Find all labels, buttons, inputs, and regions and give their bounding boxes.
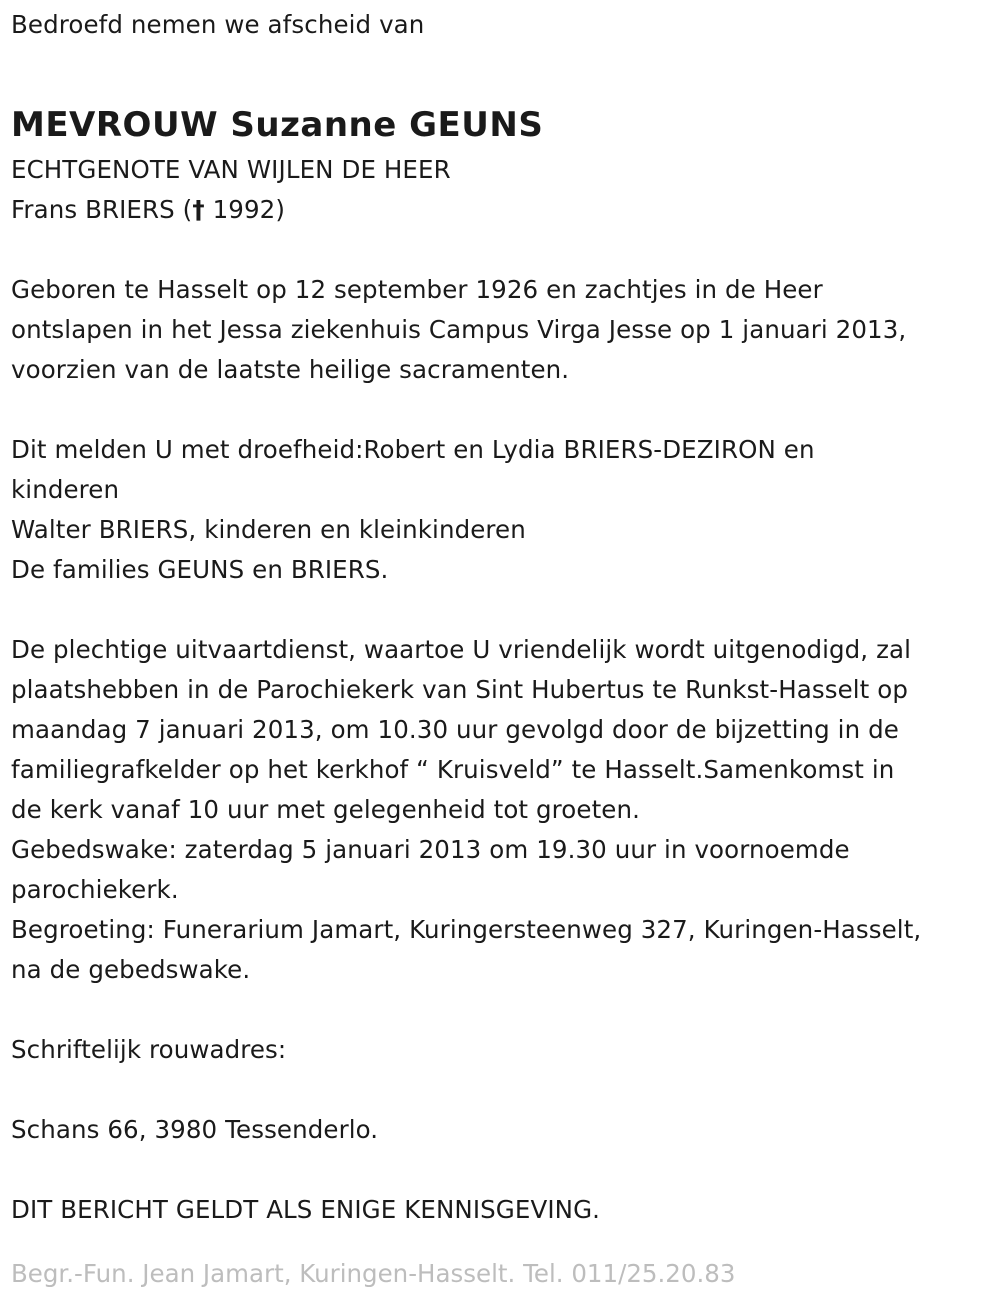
family-paragraph <box>11 430 996 590</box>
address-label: Schriftelijk rouwadres: <box>11 1035 287 1064</box>
paragraph-line: De families GEUNS en BRIERS. <box>11 555 389 584</box>
funeral-home-footer: Begr.-Fun. Jean Jamart, Kuringen-Hasselt. Tel. 011/25.20.83 <box>11 1259 736 1288</box>
paragraph-line: Begroeting: Funerarium Jamart, Kuringersteenweg 327, Kuringen-Hasselt, <box>11 915 922 944</box>
deceased-name: MEVROUW Suzanne GEUNS <box>11 105 544 145</box>
paragraph-line: De plechtige uitvaartdienst, waartoe U vriendelijk wordt uitgenodigd, zal <box>11 635 912 664</box>
mourning-address: Schans 66, 3980 Tessenderlo. <box>11 1115 379 1144</box>
spouse-name <box>11 190 996 230</box>
cross-icon: † <box>192 195 205 224</box>
paragraph-line: plaatshebben in de Parochiekerk van Sint Hubertus te Runkst-Hasselt op <box>11 675 908 704</box>
intro-text: Bedroefd nemen we afscheid van <box>11 10 425 39</box>
paragraph-line: Walter BRIERS, kinderen en kleinkinderen <box>11 515 526 544</box>
death-notice <box>11 0 996 1230</box>
paragraph-line: Geboren te Hasselt op 12 september 1926 en zachtjes in de Heer <box>11 275 823 304</box>
paragraph-line: maandag 7 januari 2013, om 10.30 uur gevolgd door de bijzetting in de <box>11 715 899 744</box>
spouse-line: ECHTGENOTE VAN WIJLEN DE HEER <box>11 155 451 184</box>
birth-paragraph <box>11 270 996 390</box>
paragraph-line: Dit melden U met droefheid:Robert en Lydia BRIERS-DEZIRON en <box>11 435 815 464</box>
paragraph-line: na de gebedswake. <box>11 955 251 984</box>
paragraph-line: kinderen <box>11 475 120 504</box>
paragraph-line: de kerk vanaf 10 uur met gelegenheid tot groeten. <box>11 795 640 824</box>
paragraph-line: voorzien van de laatste heilige sacramenten. <box>11 355 570 384</box>
spouse-name-prefix: Frans BRIERS ( <box>11 195 193 224</box>
spouse-name-suffix: 1992) <box>204 195 285 224</box>
paragraph-line: parochiekerk. <box>11 875 179 904</box>
closing-statement: DIT BERICHT GELDT ALS ENIGE KENNISGEVING. <box>11 1195 601 1224</box>
paragraph-line: ontslapen in het Jessa ziekenhuis Campus Virga Jesse op 1 januari 2013, <box>11 315 907 344</box>
service-paragraph <box>11 630 996 990</box>
paragraph-line: Gebedswake: zaterdag 5 januari 2013 om 19.30 uur in voornoemde <box>11 835 850 864</box>
paragraph-line: familiegrafkelder op het kerkhof “ Kruisveld” te Hasselt.Samenkomst in <box>11 755 895 784</box>
